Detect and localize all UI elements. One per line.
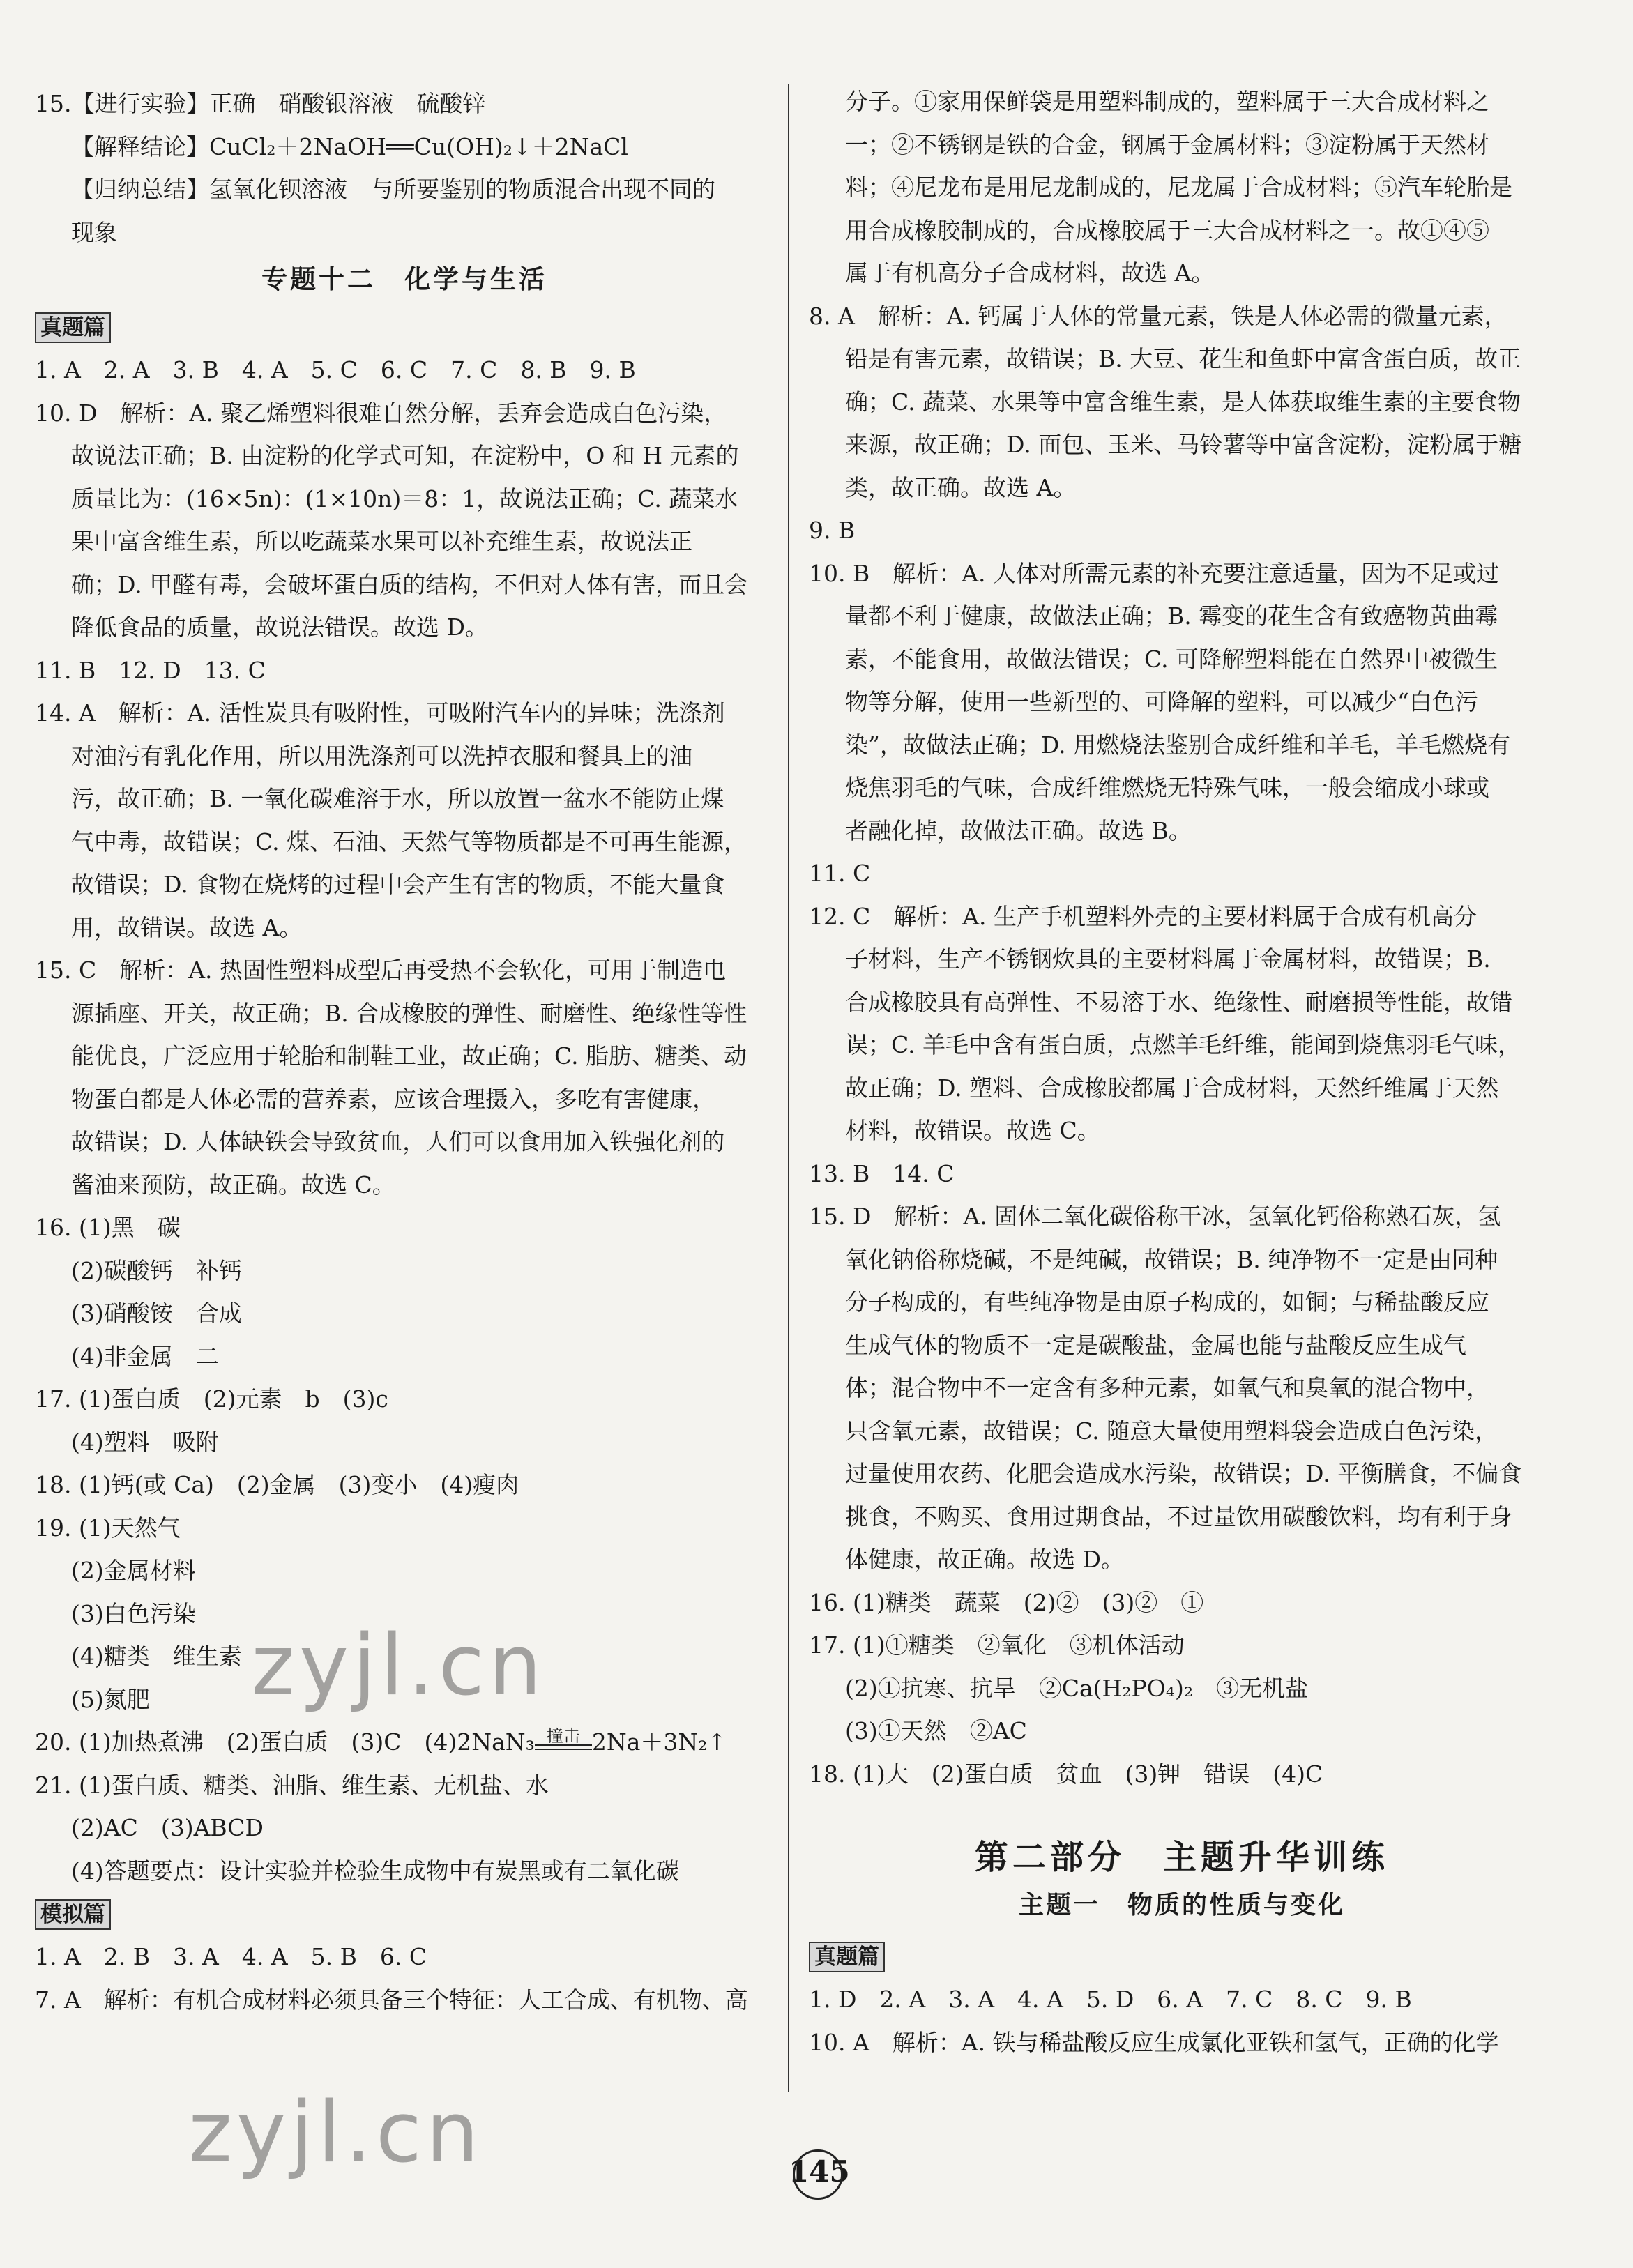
answer-line: (5)氮肥 xyxy=(71,1685,150,1713)
answer-line: 11. B 12. D 13. C xyxy=(35,656,266,684)
answer-line: (2)AC (3)ABCD xyxy=(71,1814,264,1841)
answer-line: 体；混合物中不一定含有多种元素，如氧气和臭氧的混合物中， xyxy=(845,1374,1489,1401)
answer-line: 分子构成的，有些纯净物是由原子构成的，如铜；与稀盐酸反应 xyxy=(845,1288,1489,1316)
answer-line: 只含氧元素，故错误；C. 随意大量使用塑料袋会造成白色污染， xyxy=(845,1417,1498,1445)
answer-line: (2)金属材料 xyxy=(71,1557,196,1584)
answer-line: 7. A 解析：有机合成材料必须具备三个特征：人工合成、有机物、高 xyxy=(35,1986,748,2014)
answer-line: 污，故正确；B. 一氧化碳难溶于水，所以放置一盆水不能防止煤 xyxy=(71,785,724,812)
answer-line: (3)①天然 ②AC xyxy=(845,1717,1027,1744)
equation-text: 20. (1)加热煮沸 (2)蛋白质 (3)C (4)2NaN₃ xyxy=(35,1728,535,1756)
answer-line: 18. (1)钙(或 Ca) (2)金属 (3)变小 (4)瘦肉 xyxy=(35,1471,519,1498)
reaction-condition: 撞击 xyxy=(546,1726,580,1746)
answer-line: 对油污有乳化作用，所以用洗涤剂可以洗掉衣服和餐具上的油 xyxy=(71,742,692,770)
answer-line: 15. C 解析：A. 热固性塑料成型后再受热不会软化，可用于制造电 xyxy=(35,957,727,984)
answer-line: 15. D 解析：A. 固体二氧化碳俗称干冰，氢氧化钙俗称熟石灰，氢 xyxy=(809,1203,1501,1230)
answer-line: 17. (1)蛋白质 (2)元素 b (3)c xyxy=(35,1385,388,1413)
answer-line: (4)答题要点：设计实验并检验生成物中有炭黑或有二氧化碳 xyxy=(71,1857,679,1885)
answer-line: 19. (1)天然气 xyxy=(35,1514,181,1542)
answer-line: 9. B xyxy=(809,517,856,544)
answer-line: 过量使用农药、化肥会造成水污染，故错误；D. 平衡膳食，不偏食 xyxy=(845,1460,1522,1487)
answer-line: 1. A 2. A 3. B 4. A 5. C 6. C 7. C 8. B 9. B xyxy=(35,356,636,383)
watermark-logo: zyjl.cn xyxy=(188,2085,483,2182)
equation-products: 2Na＋3N₂↑ xyxy=(591,1728,727,1756)
answer-line: 确；C. 蔬菜、水果等中富含维生素，是人体获取维生素的主要食物 xyxy=(845,388,1521,416)
answer-line: 11. C xyxy=(809,860,871,887)
answer-line: 现象 xyxy=(71,218,117,246)
answer-line: 分子。①家用保鲜袋是用塑料制成的，塑料属于三大合成材料之 xyxy=(845,88,1489,115)
answer-line: 16. (1)黑 碳 xyxy=(35,1214,181,1241)
answer-line: 18. (1)大 (2)蛋白质 贫血 (3)钾 错误 (4)C xyxy=(809,1760,1323,1788)
answer-line: 用，故错误。故选 A。 xyxy=(71,913,303,941)
answer-line: 能优良，广泛应用于轮胎和制鞋工业，故正确；C. 脂肪、糖类、动 xyxy=(71,1042,747,1070)
answer-line: 染”，故做法正确；D. 用燃烧法鉴别合成纤维和羊毛，羊毛燃烧有 xyxy=(845,731,1511,759)
answer-line: 者融化掉，故做法正确。故选 B。 xyxy=(845,816,1192,844)
answer-line: 类，故正确。故选 A。 xyxy=(845,473,1077,501)
answer-line: 质量比为：(16×5n)：(1×10n)＝8：1，故说法正确；C. 蔬菜水 xyxy=(71,485,738,512)
answer-line: 一；②不锈钢是铁的合金，钢属于金属材料；③淀粉属于天然材 xyxy=(845,130,1489,158)
answer-line: 故错误；D. 人体缺铁会导致贫血，人们可以食用加入铁强化剂的 xyxy=(71,1128,725,1155)
answer-line: 降低食品的质量，故说法错误。故选 D。 xyxy=(71,614,488,641)
answer-line: 料；④尼龙布是用尼龙制成的，尼龙属于合成材料；⑤汽车轮胎是 xyxy=(845,174,1512,201)
section-tag: 真题篇 xyxy=(35,312,111,343)
answer-line: 【解释结论】CuCl₂＋2NaOH══Cu(OH)₂↓＋2NaCl xyxy=(71,132,628,160)
section-tag: 模拟篇 xyxy=(35,1899,111,1930)
answer-line: 物蛋白都是人体必需的营养素，应该合理摄入，多吃有害健康， xyxy=(71,1085,715,1113)
answer-line: 生成气体的物质不一定是碳酸盐，金属也能与盐酸反应生成气 xyxy=(845,1331,1466,1359)
answer-line: 误；C. 羊毛中含有蛋白质，点燃羊毛纤维，能闻到烧焦羽毛气味， xyxy=(845,1031,1521,1058)
answer-line: 来源，故正确；D. 面包、玉米、马铃薯等中富含淀粉，淀粉属于糖 xyxy=(845,431,1522,458)
answer-line: 10. A 解析：A. 铁与稀盐酸反应生成氯化亚铁和氢气，正确的化学 xyxy=(809,2028,1499,2056)
answer-line: 故说法正确；B. 由淀粉的化学式可知，在淀粉中，O 和 H 元素的 xyxy=(71,442,739,469)
left-column xyxy=(35,82,774,2021)
part-title: 第二部分 主题升华训练 xyxy=(974,1838,1389,1877)
watermark-logo: zyjl.cn xyxy=(251,1618,546,1714)
answer-line: 13. B 14. C xyxy=(809,1159,955,1187)
answer-line: 挑食，不购买、食用过期食品，不过量饮用碳酸饮料，均有利于身 xyxy=(845,1502,1512,1530)
answer-line: 12. C 解析：A. 生产手机塑料外壳的主要材料属于合成有机高分 xyxy=(809,902,1478,930)
section-tag: 真题篇 xyxy=(809,1942,885,1972)
answer-line: 8. A 解析：A. 钙属于人体的常量元素，铁是人体必需的微量元素， xyxy=(809,302,1507,330)
answer-line: 材料，故错误。故选 C。 xyxy=(845,1117,1100,1144)
answer-line: 素，不能食用，故做法错误；C. 可降解塑料能在自然界中被微生 xyxy=(845,645,1498,673)
answer-line: 10. D 解析：A. 聚乙烯塑料很难自然分解，丢弃会造成白色污染， xyxy=(35,399,727,427)
answer-line: (4)糖类 维生素 xyxy=(71,1643,242,1670)
answer-line: 源插座、开关，故正确；B. 合成橡胶的弹性、耐磨性、绝缘性等性 xyxy=(71,999,747,1027)
page-number: 145 xyxy=(789,2144,844,2200)
answer-line: 烧焦羽毛的气味，合成纤维燃烧无特殊气味，一般会缩成小球或 xyxy=(845,774,1489,801)
answer-line: 属于有机高分子合成材料，故选 A。 xyxy=(845,259,1215,287)
answer-line: 1. D 2. A 3. A 4. A 5. D 6. A 7. C 8. C 9. B xyxy=(809,1986,1412,2013)
answer-line: 合成橡胶具有高弹性、不易溶于水、绝缘性、耐磨损等性能，故错 xyxy=(845,988,1512,1016)
answer-line: 确；D. 甲醛有毒，会破坏蛋白质的结构，不但对人体有害，而且会 xyxy=(71,570,748,598)
answer-line: 氧化钠俗称烧碱，不是纯碱，故错误；B. 纯净物不一定是由同种 xyxy=(845,1245,1498,1273)
answer-line: 1. A 2. B 3. A 4. A 5. B 6. C xyxy=(35,1943,427,1970)
answer-line: 量都不利于健康，故做法正确；B. 霉变的花生含有致癌物黄曲霉 xyxy=(845,602,1498,630)
answer-line: 【归纳总结】氢氧化钡溶液 与所要鉴别的物质混合出现不同的 xyxy=(71,176,715,203)
answer-line: 物等分解，使用一些新型的、可降解的塑料，可以减少“白色污 xyxy=(845,688,1478,715)
section-title: 专题十二 化学与生活 xyxy=(261,264,547,294)
answer-line: (2)碳酸钙 补钙 xyxy=(71,1256,242,1284)
column-divider xyxy=(788,84,789,2092)
answer-line: 14. A 解析：A. 活性炭具有吸附性，可吸附汽车内的异味；洗涤剂 xyxy=(35,699,725,726)
answer-line: (3)硝酸铵 合成 xyxy=(71,1300,242,1327)
answer-line: (2)①抗寒、抗旱 ②Ca(H₂PO₄)₂ ③无机盐 xyxy=(845,1674,1309,1702)
answer-line: 子材料，生产不锈钢炊具的主要材料属于金属材料，故错误；B. xyxy=(845,945,1491,973)
theme-title: 主题一 物质的性质与变化 xyxy=(1018,1890,1345,1919)
answer-line: 10. B 解析：A. 人体对所需元素的补充要注意适量，因为不足或过 xyxy=(809,559,1500,587)
answer-line: 故错误；D. 食物在烧烤的过程中会产生有害的物质，不能大量食 xyxy=(71,871,725,898)
answer-line-equation xyxy=(35,1721,774,1764)
answer-line: (4)塑料 吸附 xyxy=(71,1428,219,1456)
answer-line: (3)白色污染 xyxy=(71,1599,196,1627)
answer-line: 16. (1)糖类 蔬菜 (2)② (3)② ① xyxy=(809,1588,1204,1616)
answer-line: 体健康，故正确。故选 D。 xyxy=(845,1546,1124,1573)
answer-line: 用合成橡胶制成的，合成橡胶属于三大合成材料之一。故①④⑤ xyxy=(845,216,1489,244)
right-column xyxy=(809,80,1555,2064)
answer-line: (4)非金属 二 xyxy=(71,1342,219,1370)
answer-line: 17. (1)①糖类 ②氧化 ③机体活动 xyxy=(809,1631,1185,1659)
answer-line: 酱油来预防，故正确。故选 C。 xyxy=(71,1171,395,1198)
answer-line: 15.【进行实验】正确 硝酸银溶液 硫酸锌 xyxy=(35,90,486,117)
answer-line: 气中毒，故错误；C. 煤、石油、天然气等物质都是不可再生能源， xyxy=(71,828,747,855)
answer-line: 果中富含维生素，所以吃蔬菜水果可以补充维生素，故说法正 xyxy=(71,528,692,555)
answer-line: 21. (1)蛋白质、糖类、油脂、维生素、无机盐、水 xyxy=(35,1771,549,1799)
answer-line: 故正确；D. 塑料、合成橡胶都属于合成材料，天然纤维属于天然 xyxy=(845,1074,1499,1102)
answer-line: 铅是有害元素，故错误；B. 大豆、花生和鱼虾中富含蛋白质，故正 xyxy=(845,345,1521,372)
